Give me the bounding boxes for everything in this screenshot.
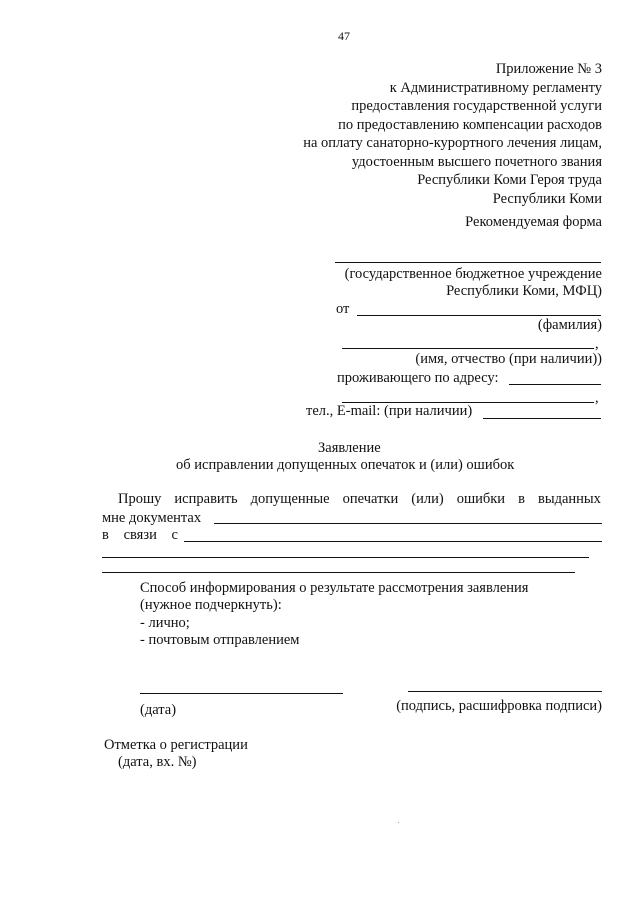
request-word: ошибки (456, 491, 506, 507)
notification-heading: Способ информирования о результате рассмотрения заявления (140, 580, 529, 596)
request-word: в (518, 491, 525, 507)
surname-hint: (фамилия) (537, 317, 602, 333)
contacts-field[interactable] (483, 418, 601, 419)
address-field-1[interactable] (509, 384, 601, 385)
request-word: (или) (411, 491, 444, 507)
request-word: исправить (174, 491, 238, 507)
request-word: выданных (537, 491, 601, 507)
appendix-line: по предоставлению компенсации расходов (338, 116, 602, 133)
institution-field[interactable] (335, 262, 601, 263)
surname-field[interactable] (357, 315, 601, 316)
appendix-line: на оплату санаторно-курортного лечения лицам, (303, 135, 602, 151)
appendix-line: Республики Коми Героя труда (417, 172, 602, 188)
option-personal[interactable]: - лично; (140, 615, 190, 631)
appendix-header (242, 60, 602, 208)
reason-label (102, 527, 178, 544)
documents-field[interactable] (214, 523, 602, 524)
name-hint: (имя, отчество (при наличии)) (415, 351, 602, 367)
appendix-line: предоставления государственной услуги (351, 98, 602, 114)
date-hint: (дата) (140, 702, 177, 718)
option-mail[interactable]: - почтовым отправлением (140, 632, 300, 648)
reason-word: в (102, 527, 109, 543)
reason-field-1[interactable] (184, 541, 602, 542)
appendix-line: удостоенным высшего почетного звания (351, 153, 602, 170)
document-subtitle: об исправлении допущенных опечаток и (или) ошибок (176, 457, 515, 473)
from-label: от (336, 301, 350, 317)
signature-hint: (подпись, расшифровка подписи) (396, 698, 602, 714)
request-word: опечатки (342, 491, 399, 507)
reason-word: связи (123, 527, 157, 543)
scan-speck (398, 822, 399, 823)
reason-word: с (171, 527, 178, 543)
contacts-label: тел., E-mail: (при наличии) (306, 403, 473, 419)
date-field[interactable] (140, 693, 343, 694)
request-word: допущенные (250, 491, 330, 507)
institution-hint: Республики Коми, МФЦ) (446, 283, 602, 299)
appendix-line: к Административному регламенту (389, 79, 602, 96)
recommended-form-label: Рекомендуемая форма (465, 214, 602, 230)
documents-label: мне документах (102, 510, 202, 526)
request-line (118, 491, 601, 508)
registration-label: Отметка о регистрации (104, 737, 248, 753)
appendix-line: Республики Коми (492, 190, 602, 207)
request-word: Прошу (118, 491, 162, 507)
document-title: Заявление (318, 440, 381, 456)
name-comma: , (595, 336, 599, 352)
page-number: 47 (338, 29, 350, 43)
institution-hint: (государственное бюджетное учреждение (344, 266, 602, 282)
notification-instruction: (нужное подчеркнуть): (140, 597, 282, 613)
address-comma: , (595, 390, 599, 406)
appendix-line: Приложение № 3 (495, 61, 602, 77)
reason-field-3[interactable] (102, 572, 575, 573)
address-label: проживающего по адресу: (337, 370, 499, 386)
reason-field-2[interactable] (102, 557, 589, 558)
signature-field[interactable] (408, 691, 602, 692)
name-field[interactable] (342, 348, 594, 349)
registration-hint: (дата, вх. №) (118, 754, 197, 770)
